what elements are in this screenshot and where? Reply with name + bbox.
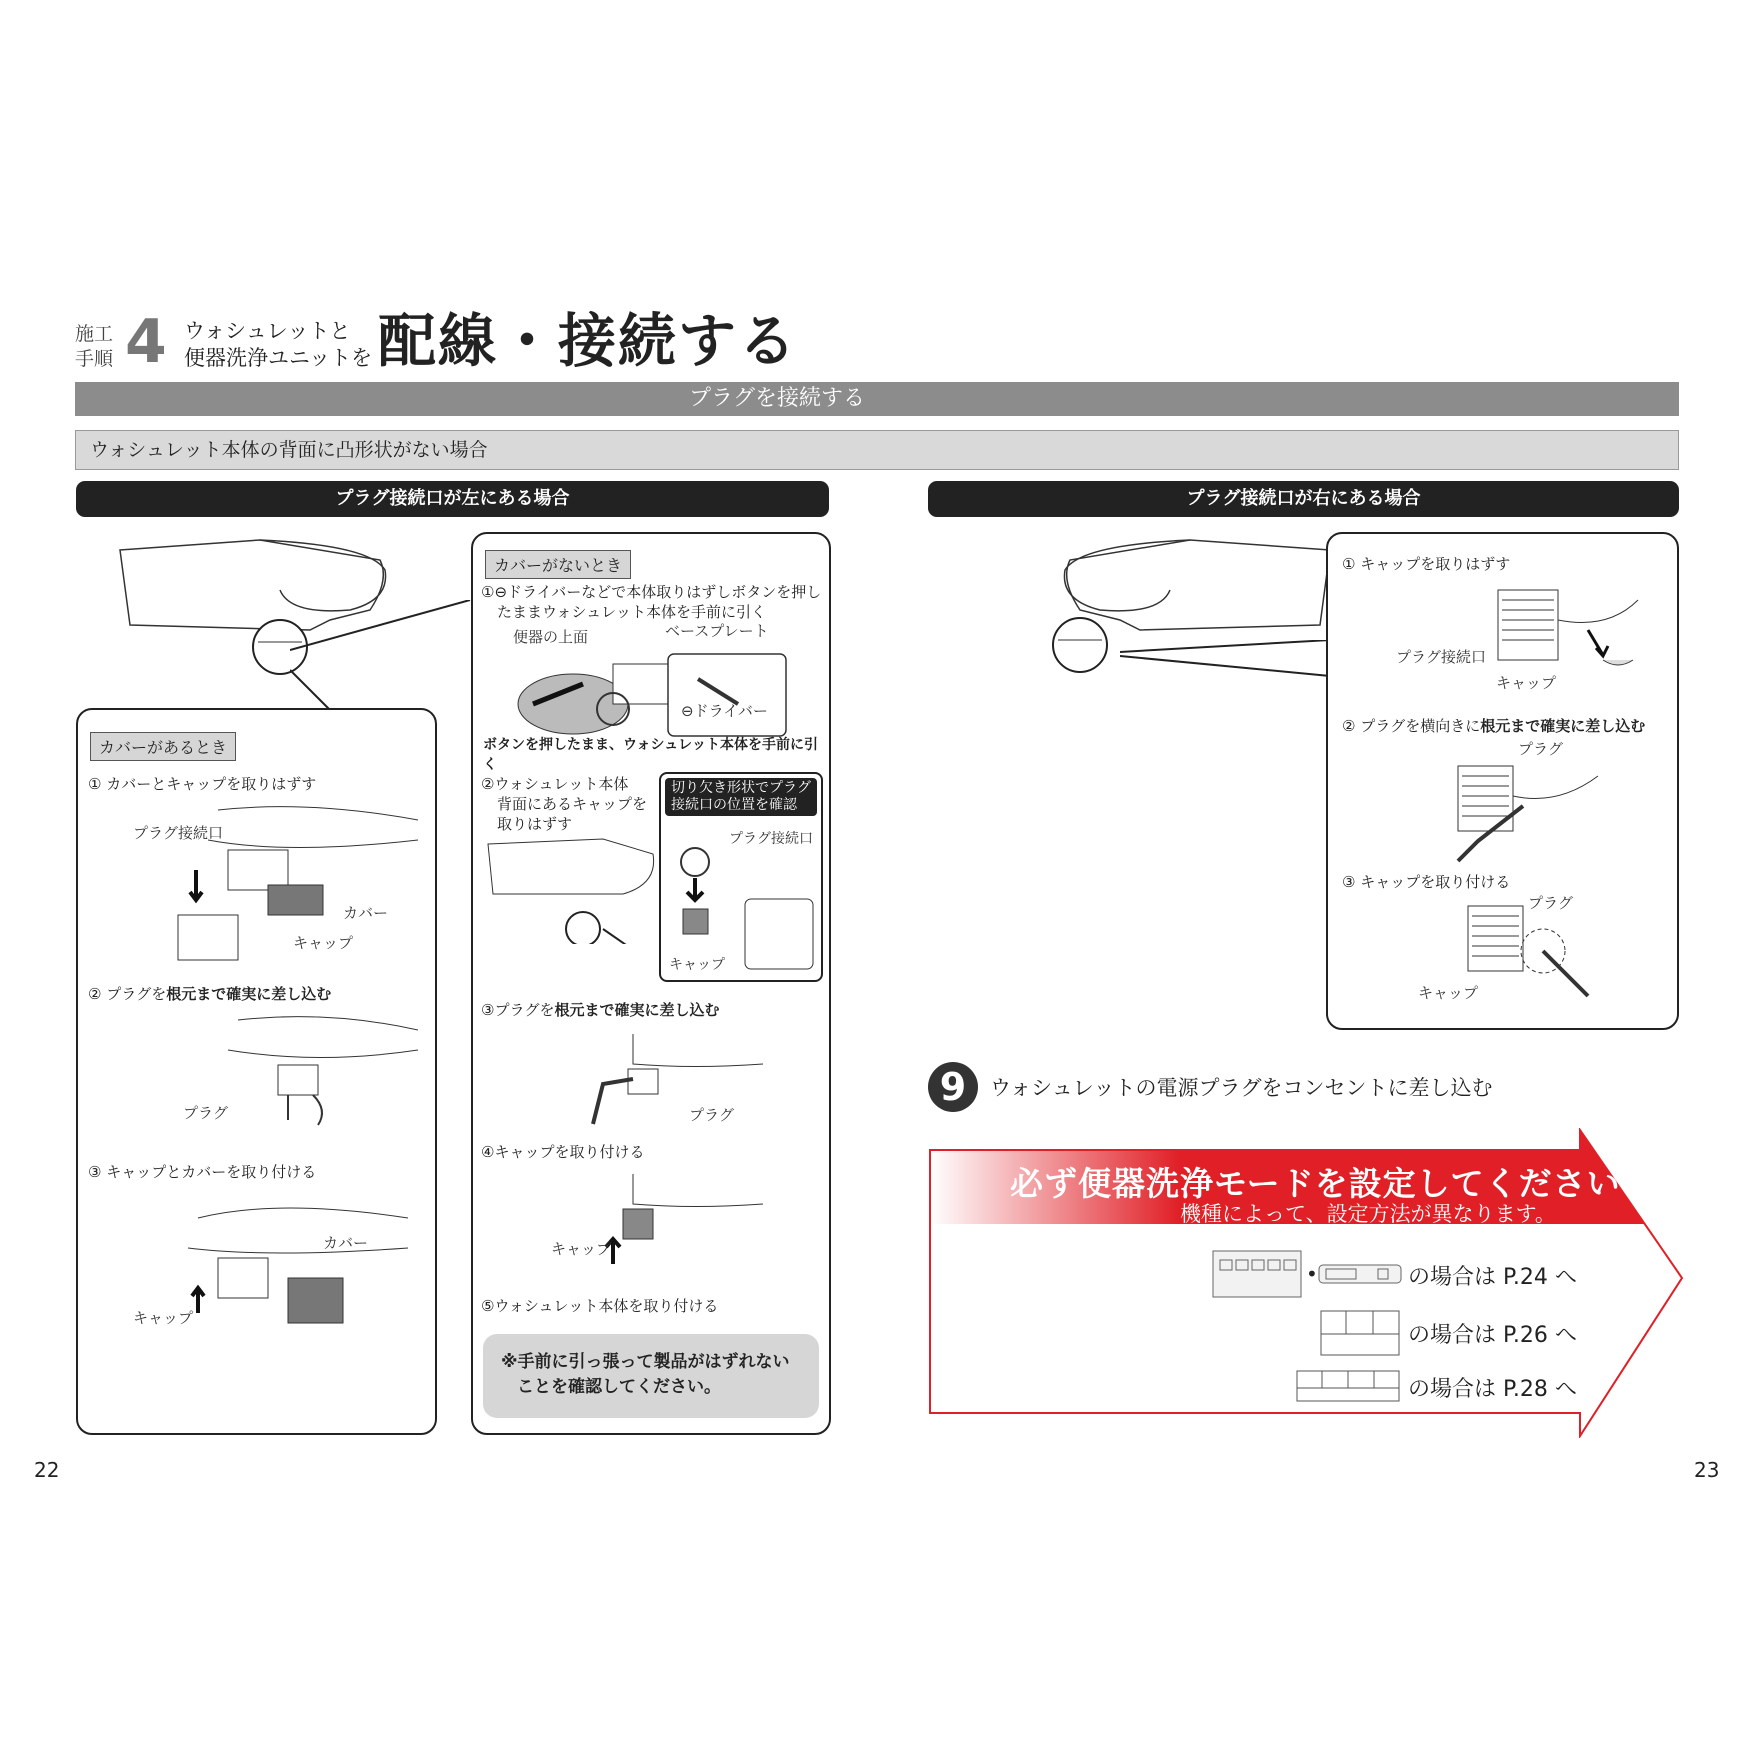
nocover-step2-plug-port-label: プラグ接続口 (729, 831, 813, 847)
right-step1: ① キャップを取りはずす (1342, 555, 1511, 573)
page-title: 配線・接続する (378, 307, 799, 375)
right-case-pill: プラグ接続口が右にある場合 (928, 481, 1679, 517)
right-step1-plug-port-label: プラグ接続口 (1396, 648, 1487, 666)
mode-headline: 必ず便器洗浄モードを設定してください (1010, 1164, 1621, 1203)
cover-box (76, 708, 437, 1435)
right-step2-plug-label: プラグ (1518, 740, 1564, 758)
cover-step3: ③ キャップとカバーを取り付ける (88, 1163, 317, 1181)
ref-p24: の場合は P.24 へ (1408, 1265, 1577, 1290)
condition-bar: ウォシュレット本体の背面に凸形状がない場合 (75, 430, 1679, 470)
right-step3: ③ キャップを取り付ける (1342, 873, 1511, 891)
nocover-step3: ③プラグを根元まで確実に差し込む (481, 1001, 720, 1019)
nocover-step3-illustration (573, 1024, 773, 1134)
cover-step1: ① カバーとキャップを取りはずす (88, 775, 317, 793)
ref-p28: の場合は P.28 へ (1408, 1377, 1577, 1402)
nocover-step2-cap-label: キャップ (669, 957, 725, 973)
nocover-step5: ⑤ウォシュレット本体を取り付ける (481, 1297, 719, 1315)
cover-step3-illustration (158, 1188, 418, 1358)
nocover-step4: ④キャップを取り付ける (481, 1143, 645, 1161)
nocover-step2-illustration (483, 834, 683, 944)
remote-type-a-icon (1212, 1250, 1302, 1298)
caution-note: ※手前に引っ張って製品がはずれない ことを確認してください。 (483, 1334, 819, 1418)
remote-type-c-icon (1320, 1310, 1400, 1356)
nocover-step4-cap-label: キャップ (551, 1240, 612, 1258)
section-label: 施工 手順 (75, 323, 114, 370)
step9-number: 9 (928, 1062, 978, 1112)
cover-step1-cap-label: キャップ (293, 934, 354, 952)
right-step2-illustration (1438, 756, 1638, 866)
right-step3-illustration (1458, 896, 1638, 1006)
cover-step1-cover-label: カバー (343, 904, 389, 922)
nocover-step1: ①⊖ドライバーなどで本体取りはずしボタンを押し たままウォシュレット本体を手前に引く (481, 583, 822, 621)
right-step1-cap-label: キャップ (1496, 674, 1557, 692)
right-box (1326, 532, 1679, 1030)
nocover-step2: ②ウォシュレット本体 背面にあるキャップを 取りはずす (481, 775, 648, 833)
banner: プラグを接続する (75, 382, 1679, 416)
nocover-box (471, 532, 831, 1435)
ref-p26: の場合は P.26 へ (1408, 1323, 1577, 1348)
callout-connector-right (1120, 640, 1340, 680)
page-number-left: 22 (34, 1458, 60, 1482)
mode-subline: 機種によって、設定方法が異なります。 (1180, 1202, 1556, 1226)
cover-step2: ② プラグを根元まで確実に差し込む (88, 985, 332, 1003)
callout-note: 切り欠き形状でプラグ 接続口の位置を確認 (665, 778, 817, 816)
step-number: 4 (125, 307, 167, 377)
nocover-step2-detail (659, 772, 823, 982)
right-step3-cap-label: キャップ (1418, 984, 1479, 1002)
remote-type-b-icon (1318, 1264, 1402, 1284)
nocover-tag: カバーがないとき (485, 550, 631, 579)
cover-step2-plug-label: プラグ (183, 1104, 229, 1122)
driver-label: ⊖ドライバー (681, 702, 768, 720)
subtitle: ウォシュレットと 便器洗浄ユニットを (184, 319, 373, 370)
nocover-step1-caption: ボタンを押したまま、ウォシュレット本体を手前に引く (483, 737, 819, 773)
cover-step2-illustration (218, 1010, 418, 1130)
cover-tag: カバーがあるとき (90, 732, 236, 761)
base-plate-label: ベースプレート (665, 622, 769, 640)
cover-step3-cover-label: カバー (323, 1234, 369, 1252)
right-step3-plug-label: プラグ (1528, 894, 1574, 912)
page-number-right: 23 (1694, 1458, 1720, 1482)
toilet-top-label: 便器の上面 (513, 628, 589, 646)
left-case-pill: プラグ接続口が左にある場合 (76, 481, 829, 517)
cover-step3-cap-label: キャップ (133, 1309, 194, 1327)
remote-type-d-icon (1296, 1370, 1400, 1402)
step9-text: ウォシュレットの電源プラグをコンセントに差し込む (990, 1076, 1493, 1100)
nocover-step3-plug-label: プラグ (689, 1106, 735, 1124)
ref-bullet: • (1306, 1262, 1318, 1286)
cover-step1-plug-port-label: プラグ接続口 (133, 824, 224, 842)
right-step2: ② プラグを横向きに根元まで確実に差し込む (1342, 717, 1646, 735)
